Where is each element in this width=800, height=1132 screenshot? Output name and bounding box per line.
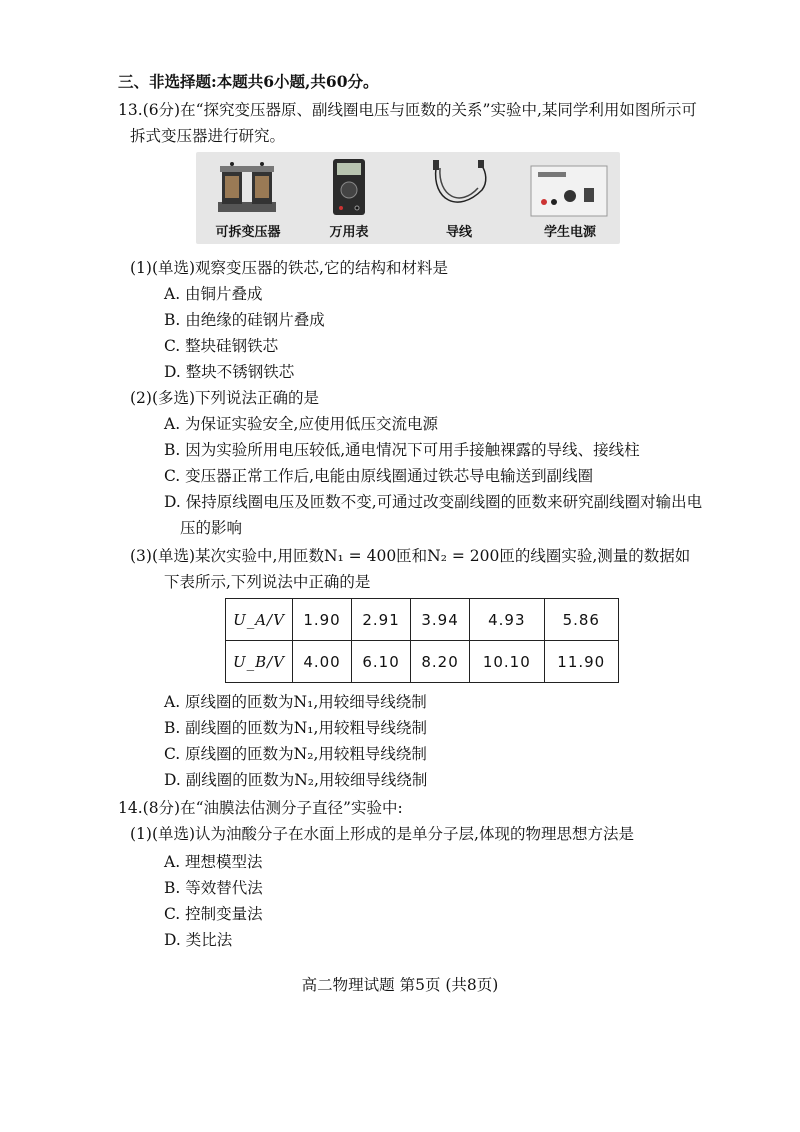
table-cell: 1.90 bbox=[293, 599, 352, 641]
q13-part3-option-d: D. 副线圈的匝数为N₂,用较细导线绕制 bbox=[164, 771, 428, 789]
table-row-label-ub: U_B/V bbox=[226, 641, 293, 683]
measurement-table bbox=[225, 598, 619, 683]
q14-part1-option-b: B. 等效替代法 bbox=[164, 879, 263, 897]
q13-part1-option-b: B. 由绝缘的硅钢片叠成 bbox=[164, 311, 325, 329]
equipment-label-power-supply: 学生电源 bbox=[543, 225, 597, 240]
q13-part1-prompt: (1)(单选)观察变压器的铁芯,它的结构和材料是 bbox=[130, 259, 448, 277]
q13-part1-option-c: C. 整块硅钢铁芯 bbox=[164, 337, 279, 355]
q13-part2-option-d-cont: 压的影响 bbox=[180, 519, 243, 537]
table-cell: 6.10 bbox=[352, 641, 411, 683]
q14-part1-prompt: (1)(单选)认为油酸分子在水面上形成的是单分子层,体现的物理思想方法是 bbox=[130, 825, 634, 843]
q13-part2-prompt: (2)(多选)下列说法正确的是 bbox=[130, 389, 320, 407]
equipment-label-transformer: 可拆变压器 bbox=[215, 225, 281, 240]
table-row bbox=[226, 599, 619, 641]
table-cell: 11.90 bbox=[544, 641, 618, 683]
table-cell: 3.94 bbox=[411, 599, 470, 641]
equipment-label-wires: 导线 bbox=[445, 225, 473, 240]
table-cell: 5.86 bbox=[544, 599, 618, 641]
q13-stem-line1: 13.(6分)在“探究变压器原、副线圈电压与匝数的关系”实验中,某同学利用如图所示可 bbox=[118, 101, 697, 119]
table-cell: 4.00 bbox=[293, 641, 352, 683]
q14-part1-option-c: C. 控制变量法 bbox=[164, 905, 263, 923]
q13-part3-option-a: A. 原线圈的匝数为N₁,用较细导线绕制 bbox=[164, 693, 427, 711]
equipment-label-multimeter: 万用表 bbox=[329, 225, 369, 240]
q13-part2-option-a: A. 为保证实验安全,应使用低压交流电源 bbox=[164, 415, 438, 433]
wires-icon bbox=[428, 160, 490, 216]
q13-part3-option-b: B. 副线圈的匝数为N₁,用较粗导线绕制 bbox=[164, 719, 427, 737]
section-title: 三、非选择题:本题共6小题,共60分。 bbox=[118, 72, 379, 91]
page-footer: 高二物理试题 第5页 (共8页) bbox=[301, 976, 499, 994]
q14-stem: 14.(8分)在“油膜法估测分子直径”实验中: bbox=[118, 799, 403, 817]
multimeter-icon bbox=[332, 158, 366, 216]
table-row bbox=[226, 641, 619, 683]
q13-part2-option-d: D. 保持原线圈电压及匝数不变,可通过改变副线圈的匝数来研究副线圈对输出电 bbox=[164, 493, 703, 511]
q13-part3-prompt-line2: 下表所示,下列说法中正确的是 bbox=[164, 573, 371, 591]
q13-part2-option-c: C. 变压器正常工作后,电能由原线圈通过铁芯导电输送到副线圈 bbox=[164, 467, 594, 485]
table-cell: 4.93 bbox=[470, 599, 544, 641]
table-cell: 10.10 bbox=[470, 641, 544, 683]
q13-part3-prompt-line1: (3)(单选)某次实验中,用匝数N₁ = 400匝和N₂ = 200匝的线圈实验,测量的数据如 bbox=[130, 547, 691, 565]
power-supply-icon bbox=[530, 162, 608, 218]
q14-part1-option-a: A. 理想模型法 bbox=[164, 853, 263, 871]
q13-stem-line2: 拆式变压器进行研究。 bbox=[130, 127, 286, 145]
table-cell: 2.91 bbox=[352, 599, 411, 641]
q13-part3-option-c: C. 原线圈的匝数为N₂,用较粗导线绕制 bbox=[164, 745, 427, 763]
q14-part1-option-d: D. 类比法 bbox=[164, 931, 233, 949]
transformer-icon bbox=[214, 162, 280, 216]
q13-part1-option-a: A. 由铜片叠成 bbox=[164, 285, 263, 303]
equipment-photo bbox=[196, 152, 620, 244]
q13-part1-option-d: D. 整块不锈钢铁芯 bbox=[164, 363, 295, 381]
q13-part2-option-b: B. 因为实验所用电压较低,通电情况下可用手接触裸露的导线、接线柱 bbox=[164, 441, 640, 459]
table-row-label-ua: U_A/V bbox=[226, 599, 293, 641]
table-cell: 8.20 bbox=[411, 641, 470, 683]
